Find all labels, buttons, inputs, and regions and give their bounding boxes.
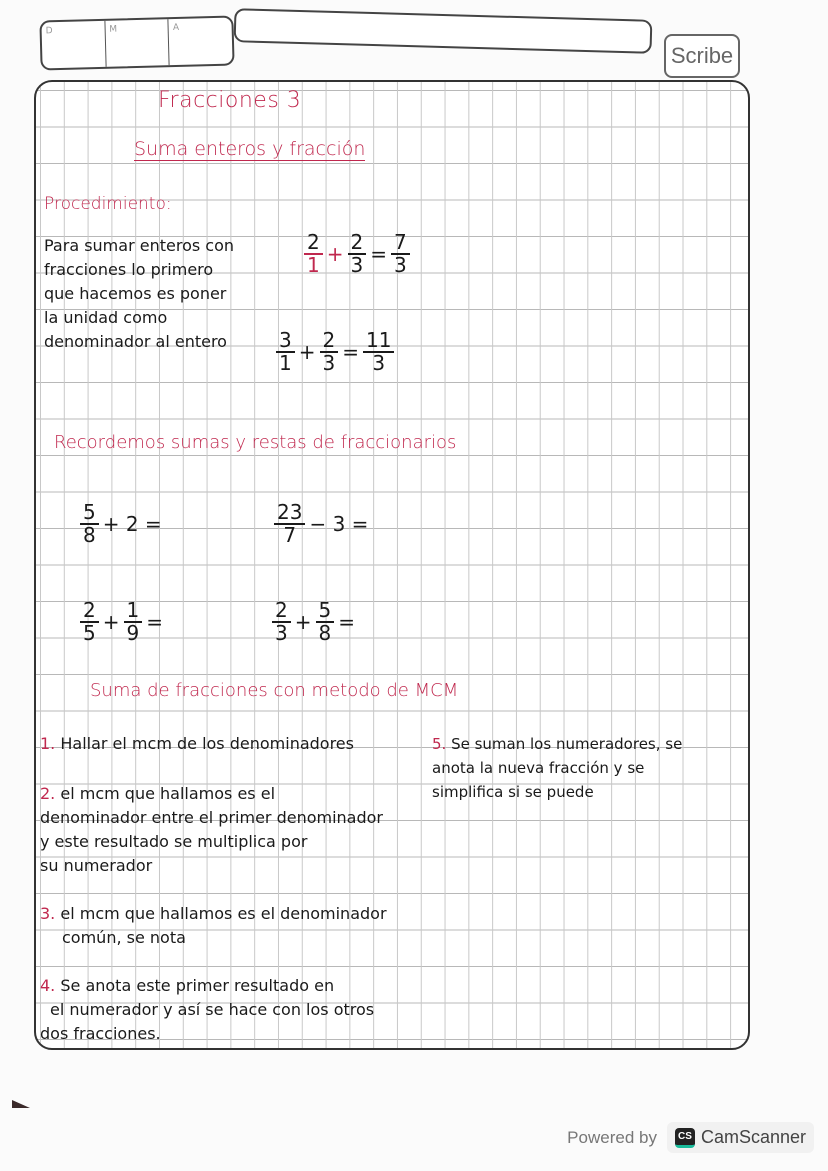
camscanner-label: CamScanner — [700, 1127, 806, 1147]
example-1-equation: $\frac{2}{1}$ + $\frac{2}{3}$ = $\frac{7}{3}$ — [304, 232, 410, 276]
date-box — [39, 15, 234, 70]
fraction: $\frac{2}{1}$ — [304, 232, 323, 276]
procedure-line: que hacemos es poner — [44, 284, 227, 303]
powered-by-label: Powered by — [567, 1127, 657, 1147]
example-2-equation: $\frac{3}{1}$ + $\frac{2}{3}$ = $\frac{11}{3}$ — [276, 330, 394, 374]
procedure-line: fracciones lo primero — [44, 260, 214, 279]
exercise-3: $\frac{2}{5}$ + $\frac{1}{9}$ = — [80, 600, 163, 644]
scribe-brand-logo: Scribe — [664, 34, 740, 78]
page-corner-mark — [12, 1100, 30, 1108]
fraction: $\frac{2}{3}$ — [348, 232, 367, 276]
procedure-line: denominador al entero — [44, 332, 227, 351]
fraction: $\frac{11}{3}$ — [363, 330, 394, 374]
date-month-label: M — [105, 19, 170, 67]
step-5: 5. Se suman los numeradores, se anota la nueva fracción y se simplifica si se puede — [432, 735, 683, 801]
camscanner-logo-icon: CS — [675, 1128, 695, 1148]
camscanner-watermark — [567, 1122, 814, 1153]
mcm-heading: Suma de fracciones con metodo de MCM — [90, 680, 459, 701]
exercise-1: $\frac{5}{8}$ + 2 = — [80, 502, 162, 546]
page-subtitle: Suma enteros y fracción — [134, 138, 366, 160]
title-box — [234, 8, 653, 54]
fraction: $\frac{3}{1}$ — [276, 330, 295, 374]
fraction: $\frac{7}{3}$ — [391, 232, 410, 276]
step-1: 1. Hallar el mcm de los denominadores — [40, 734, 354, 753]
grid-page — [34, 80, 750, 1050]
step-2: 2. el mcm que hallamos es el denominador entre el primer denominador y este resultado se multiplica por su numerador — [40, 784, 384, 875]
date-year-label: A — [172, 22, 180, 34]
fraction: $\frac{2}{3}$ — [320, 330, 339, 374]
procedure-line: Para sumar enteros con — [44, 236, 234, 255]
step-3: 3. el mcm que hallamos es el denominador común, se nota — [40, 904, 387, 947]
procedure-line: la unidad como — [44, 308, 168, 327]
procedure-heading: Procedimiento: — [44, 194, 172, 214]
review-heading: Recordemos sumas y restas de fraccionarios — [54, 432, 457, 453]
step-4: 4. Se anota este primer resultado en el numerador y así se hace con los otros dos fracciones. — [40, 976, 375, 1043]
page-title: Fracciones 3 — [158, 88, 302, 113]
procedure-text — [44, 234, 234, 354]
date-day-label: D — [41, 21, 106, 69]
camscanner-badge — [667, 1122, 814, 1153]
exercise-2: $\frac{23}{7}$ − 3 = — [274, 502, 368, 546]
exercise-4: $\frac{2}{3}$ + $\frac{5}{8}$ = — [272, 600, 355, 644]
